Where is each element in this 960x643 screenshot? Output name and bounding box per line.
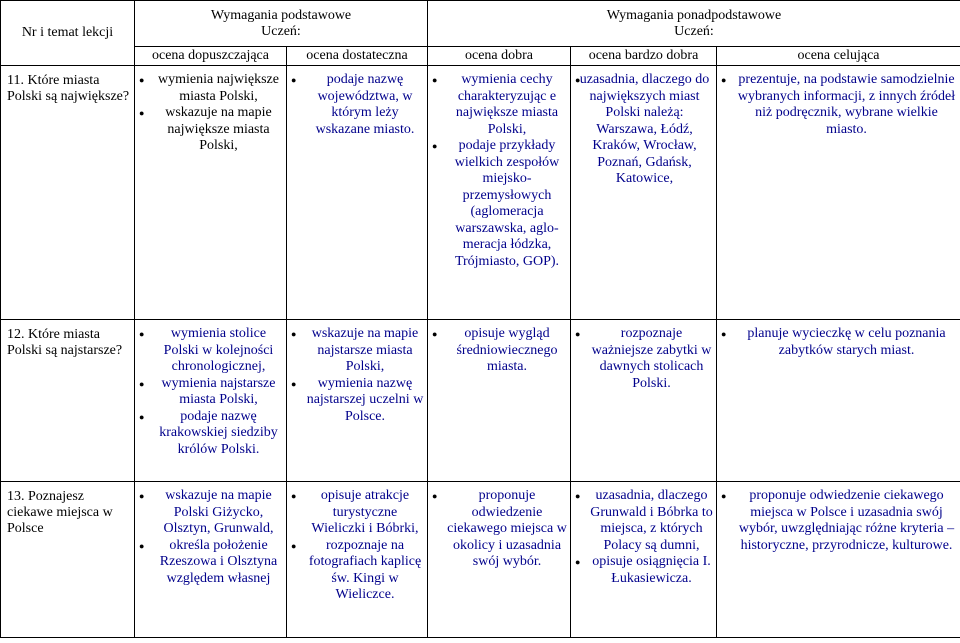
requirement-item: ● podaje nazwę krakowskiej siedziby królów Polski. (135, 409, 284, 459)
table-row (1, 320, 960, 482)
requirement-item: ● proponuje odwiedzenie ciekawego miejsca w Polsce i uzasadnia swój wybór, uwzględniając różne kryteria – historyczne, przyrodnicze, kulturowe. (717, 488, 958, 554)
requirement-item: ● podaje nazwę województwa, w którym leży wskazane miasto. (287, 72, 425, 138)
grade-header-dopuszczajaca: ocena dopuszczająca (135, 47, 287, 66)
requirement-item: ● proponuje odwiedzenie ciekawego miejsca w okolicy i uzasadnia swój wybór. (428, 488, 568, 571)
basic-requirements-subtitle: Uczeń: (261, 23, 301, 39)
lesson-title: 11. Które miasta Polski są największe? (1, 66, 135, 320)
requirements-cell (287, 320, 428, 482)
lesson-title: 12. Które miasta Polski są najstarsze? (1, 320, 135, 482)
requirements-cell (287, 66, 428, 320)
requirement-item: ● wskazuje na mapie największe miasta Polski, (135, 105, 284, 155)
requirement-item: ● wskazuje na mapie najstarsze miasta Polski, (287, 326, 425, 376)
requirement-item: ● wskazuje na mapie Polski Giżycko, Olsztyn, Grunwald, (135, 488, 284, 538)
lesson-title: 13. Poznajesz ciekawe miejsca w Polsce (1, 482, 135, 638)
requirement-item: ● wymienia cechy charakteryzując e największe miasta Polski, (428, 72, 568, 138)
requirement-item: ● podaje przykłady wielkich zespołów miejsko-przemysłowych (aglomeracja warszawska, aglo-meracja łódzka, Trójmiasto, GOP). (428, 138, 568, 270)
requirement-item: ● opisuje atrakcje turystyczne Wieliczki i Bóbrki, (287, 488, 425, 538)
requirement-item: ● wymienia największe miasta Polski, (135, 72, 284, 105)
requirements-cell (428, 482, 571, 638)
requirements-cell (428, 320, 571, 482)
table-row (1, 482, 960, 638)
requirement-item: ● wymienia stolice Polski w kolejności chronologicznej, (135, 326, 284, 376)
requirement-item: ● planuje wycieczkę w celu poznania zabytków starych miast. (717, 326, 958, 359)
requirement-item: ● opisuje osiągnięcia I. Łukasiewicza. (571, 554, 714, 587)
requirement-item: ● prezentuje, na podstawie samodzielnie wybranych informacji, z innych źródeł niż podręcznik, wybrane wielkie miasto. (717, 72, 958, 138)
requirements-cell (717, 320, 960, 482)
requirements-cell (571, 320, 717, 482)
lesson-column-header-label: Nr i temat lekcji (21, 25, 114, 40)
requirement-item: ● uzasadnia, dlaczego Grunwald i Bóbrka to miejsca, z których Polacy są dumni, (571, 488, 714, 554)
advanced-requirements-title: Wymagania ponadpodstawowe (606, 7, 782, 23)
requirement-item: ● wymienia nazwę najstarszej uczelni w Polsce. (287, 376, 425, 426)
grade-header-dobra: ocena dobra (428, 47, 571, 66)
grade-header-celujaca: ocena celująca (717, 47, 960, 66)
grade-header-bardzo-dobra: ocena bardzo dobra (571, 47, 717, 66)
requirements-cell (135, 66, 287, 320)
requirement-item: ● opisuje wygląd średniowiecznego miasta. (428, 326, 568, 376)
requirements-cell (428, 66, 571, 320)
advanced-requirements-subtitle: Uczeń: (674, 23, 714, 39)
advanced-requirements-header (428, 1, 960, 47)
requirements-cell (287, 482, 428, 638)
requirement-item: ● wymienia najstarsze miasta Polski, (135, 376, 284, 409)
requirements-cell (571, 482, 717, 638)
requirement-item: ● określa położenie Rzeszowa i Olsztyna względem własnej (135, 538, 284, 588)
requirements-cell (571, 66, 717, 320)
requirement-item: ● uzasadnia, dlaczego do największych miast Polski należą: Warszawa, Łódź, Kraków, Wrocław, Poznań, Gdańsk, Katowice, (571, 72, 714, 188)
requirements-cell (135, 320, 287, 482)
basic-requirements-title: Wymagania podstawowe (210, 7, 352, 23)
requirement-item: ● rozpoznaje ważniejsze zabytki w dawnych stolicach Polski. (571, 326, 714, 392)
table-row (1, 66, 960, 320)
lesson-column-header (1, 1, 135, 66)
grade-header-dostateczna: ocena dostateczna (287, 47, 428, 66)
basic-requirements-header (135, 1, 428, 47)
requirements-cell (135, 482, 287, 638)
requirements-cell (717, 482, 960, 638)
requirement-item: ● rozpoznaje na fotografiach kaplicę św. Kingi w Wieliczce. (287, 538, 425, 604)
requirements-cell (717, 66, 960, 320)
